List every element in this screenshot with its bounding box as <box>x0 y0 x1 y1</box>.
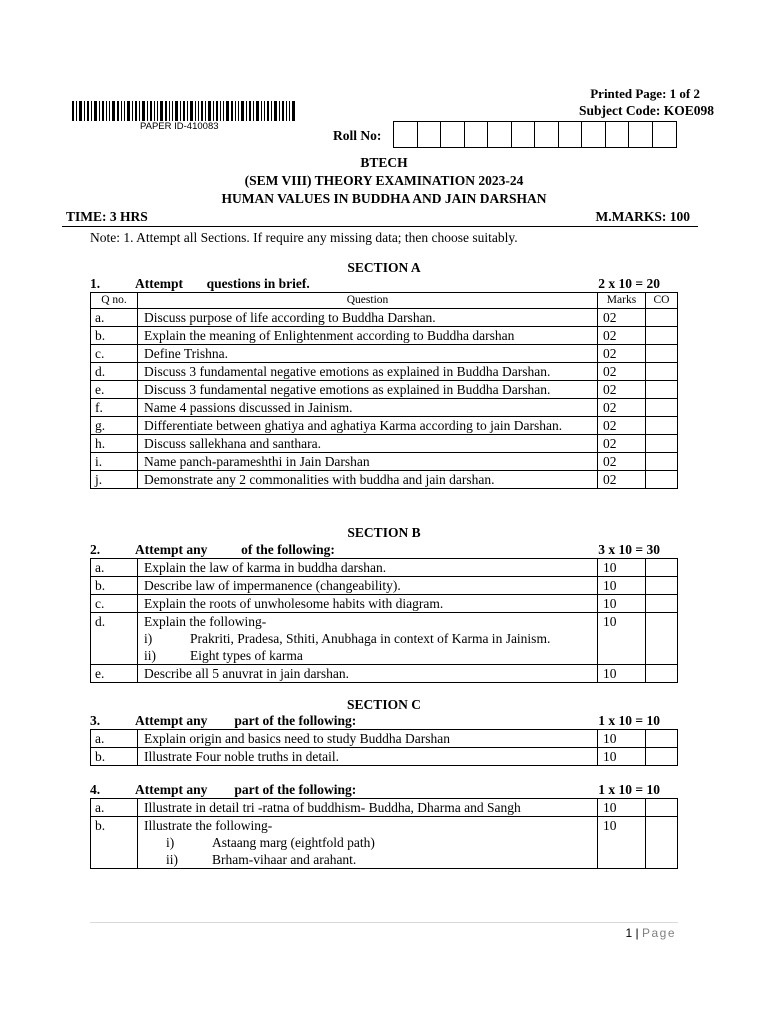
question-number: 4. <box>90 782 101 797</box>
question-text: Explain the following- <box>144 614 267 629</box>
question-row <box>91 363 678 381</box>
question-marks: 02 <box>598 309 646 327</box>
question-row <box>91 613 678 665</box>
header-question: Question <box>138 293 598 309</box>
question-text: Discuss sallekhana and santhara. <box>144 436 321 451</box>
question-text: Illustrate Four noble truths in detail. <box>144 749 339 764</box>
question-co <box>646 327 678 345</box>
question-cell <box>138 435 598 453</box>
question-co <box>646 453 678 471</box>
question-cell <box>138 327 598 345</box>
question-3-table <box>90 729 678 766</box>
question-instruction: Attempt questions in brief. <box>135 276 310 291</box>
paper-id: PAPER ID-410083 <box>140 121 219 132</box>
question-co <box>646 665 678 683</box>
question-row <box>91 559 678 577</box>
roll-no-boxes[interactable] <box>393 121 677 148</box>
sub-question-numeral: ii) <box>166 852 178 867</box>
question-cell <box>138 381 598 399</box>
question-marks: 10 <box>598 799 646 817</box>
question-cell <box>138 665 598 683</box>
question-text: Explain the meaning of Enlightenment according to Buddha darshan <box>144 328 515 343</box>
question-row <box>91 748 678 766</box>
question-co <box>646 435 678 453</box>
question-cell <box>138 345 598 363</box>
page-separator: | <box>632 926 642 940</box>
question-id: a. <box>91 309 138 327</box>
question-marks: 10 <box>598 730 646 748</box>
question-co <box>646 399 678 417</box>
sub-question <box>144 647 591 664</box>
question-id: a. <box>91 730 138 748</box>
question-id: d. <box>91 363 138 381</box>
question-row <box>91 817 678 869</box>
question-text: Discuss 3 fundamental negative emotions as explained in Buddha Darshan. <box>144 382 551 397</box>
sub-question <box>144 834 591 851</box>
question-text: Name panch-parameshthi in Jain Darshan <box>144 454 370 469</box>
question-id: a. <box>91 799 138 817</box>
section-c-title: SECTION C <box>347 697 421 712</box>
question-score: 1 x 10 = 10 <box>598 713 660 728</box>
question-text: Illustrate the following- <box>144 818 273 833</box>
question-co <box>646 309 678 327</box>
question-cell <box>138 577 598 595</box>
question-marks: 02 <box>598 327 646 345</box>
question-4-table <box>90 798 678 869</box>
question-row <box>91 453 678 471</box>
question-instruction: Attempt any part of the following: <box>135 782 357 797</box>
question-row <box>91 399 678 417</box>
roll-no-digit-box[interactable] <box>582 122 606 147</box>
question-cell <box>138 399 598 417</box>
question-marks: 02 <box>598 453 646 471</box>
time-label: TIME: 3 HRS <box>66 209 148 224</box>
question-cell <box>138 453 598 471</box>
question-row <box>91 471 678 489</box>
question-marks: 10 <box>598 595 646 613</box>
question-cell <box>138 595 598 613</box>
question-cell <box>138 559 598 577</box>
question-row <box>91 595 678 613</box>
question-score: 3 x 10 = 30 <box>598 542 660 557</box>
question-marks: 10 <box>598 559 646 577</box>
question-cell <box>138 613 598 665</box>
question-row <box>91 435 678 453</box>
question-cell <box>138 730 598 748</box>
roll-no-digit-box[interactable] <box>535 122 559 147</box>
question-marks: 10 <box>598 577 646 595</box>
question-marks: 10 <box>598 817 646 869</box>
question-cell <box>138 363 598 381</box>
question-co <box>646 381 678 399</box>
question-marks: 10 <box>598 748 646 766</box>
question-cell <box>138 309 598 327</box>
question-marks: 02 <box>598 363 646 381</box>
question-cell <box>138 748 598 766</box>
question-cell <box>138 471 598 489</box>
roll-no-digit-box[interactable] <box>653 122 677 147</box>
section-a-title: SECTION A <box>347 260 421 275</box>
question-id: e. <box>91 665 138 683</box>
question-text: Define Trishna. <box>144 346 228 361</box>
max-marks-label: M.MARKS: 100 <box>595 209 690 224</box>
question-id: d. <box>91 613 138 665</box>
roll-no-digit-box[interactable] <box>441 122 465 147</box>
sub-question <box>144 851 591 868</box>
barcode-image <box>72 101 297 121</box>
question-cell <box>138 417 598 435</box>
roll-no-digit-box[interactable] <box>606 122 630 147</box>
header-divider <box>62 226 698 227</box>
question-row <box>91 577 678 595</box>
question-co <box>646 417 678 435</box>
question-id: b. <box>91 817 138 869</box>
question-co <box>646 817 678 869</box>
question-co <box>646 345 678 363</box>
question-text: Name 4 passions discussed in Jainism. <box>144 400 353 415</box>
subject-title: HUMAN VALUES IN BUDDHA AND JAIN DARSHAN <box>221 191 547 206</box>
section-a-table <box>90 292 678 489</box>
question-row <box>91 381 678 399</box>
sub-question-text: Brham-vihaar and arahant. <box>212 852 357 867</box>
question-marks: 10 <box>598 665 646 683</box>
question-score: 2 x 10 = 20 <box>598 276 660 291</box>
question-marks: 02 <box>598 435 646 453</box>
question-marks: 02 <box>598 471 646 489</box>
question-score: 1 x 10 = 10 <box>598 782 660 797</box>
sub-question-text: Astaang marg (eightfold path) <box>212 835 375 850</box>
question-marks: 02 <box>598 381 646 399</box>
note-text: Note: 1. Attempt all Sections. If require any missing data; then choose suitably. <box>90 230 518 245</box>
header-marks: Marks <box>598 293 646 309</box>
question-id: b. <box>91 748 138 766</box>
question-id: e. <box>91 381 138 399</box>
question-co <box>646 471 678 489</box>
question-marks: 02 <box>598 417 646 435</box>
question-id: g. <box>91 417 138 435</box>
section-b-title: SECTION B <box>347 525 421 540</box>
header-co: CO <box>646 293 678 309</box>
question-number: 1. <box>90 276 101 291</box>
question-co <box>646 613 678 665</box>
question-marks: 10 <box>598 613 646 665</box>
roll-no-digit-box[interactable] <box>418 122 442 147</box>
sub-question-numeral: i) <box>166 835 175 850</box>
question-cell <box>138 799 598 817</box>
question-text: Demonstrate any 2 commonalities with buddha and jain darshan. <box>144 472 495 487</box>
roll-no-digit-box[interactable] <box>559 122 583 147</box>
page-label: Page <box>641 926 676 940</box>
sub-question-text: Eight types of karma <box>190 648 303 663</box>
page-footer <box>625 926 676 940</box>
sub-question <box>144 630 591 647</box>
roll-no-digit-box[interactable] <box>512 122 536 147</box>
roll-no-digit-box[interactable] <box>488 122 512 147</box>
question-text: Explain origin and basics need to study Buddha Darshan <box>144 731 450 746</box>
question-text: Describe all 5 anuvrat in jain darshan. <box>144 666 350 681</box>
question-text: Describe law of impermanence (changeability). <box>144 578 401 593</box>
programme-title: BTECH <box>360 155 408 170</box>
roll-no-digit-box[interactable] <box>394 122 418 147</box>
question-text: Discuss 3 fundamental negative emotions as explained in Buddha Darshan. <box>144 364 551 379</box>
question-row <box>91 327 678 345</box>
sub-question-text: Prakriti, Pradesa, Sthiti, Anubhaga in context of Karma in Jainism. <box>190 631 551 646</box>
question-id: b. <box>91 327 138 345</box>
question-instruction: Attempt any of the following: <box>135 542 335 557</box>
question-id: c. <box>91 595 138 613</box>
question-id: f. <box>91 399 138 417</box>
section-b-table <box>90 558 678 683</box>
question-id: h. <box>91 435 138 453</box>
question-co <box>646 748 678 766</box>
roll-no-digit-box[interactable] <box>465 122 489 147</box>
question-row <box>91 309 678 327</box>
question-id: j. <box>91 471 138 489</box>
printed-page: Printed Page: 1 of 2 <box>590 86 700 101</box>
question-instruction: Attempt any part of the following: <box>135 713 357 728</box>
question-row <box>91 665 678 683</box>
roll-no-label: Roll No: <box>333 128 382 143</box>
question-row <box>91 799 678 817</box>
question-text: Explain the law of karma in buddha darshan. <box>144 560 387 575</box>
page-number: 1 <box>625 926 633 940</box>
question-marks: 02 <box>598 399 646 417</box>
question-number: 2. <box>90 542 101 557</box>
header-qno: Q no. <box>91 293 138 309</box>
roll-no-digit-box[interactable] <box>629 122 653 147</box>
question-id: a. <box>91 559 138 577</box>
question-text: Differentiate between ghatiya and aghatiya Karma according to jain Darshan. <box>144 418 563 433</box>
question-row <box>91 730 678 748</box>
question-co <box>646 799 678 817</box>
exam-title: (SEM VIII) THEORY EXAMINATION 2023-24 <box>244 173 524 188</box>
question-text: Discuss purpose of life according to Buddha Darshan. <box>144 310 436 325</box>
question-number: 3. <box>90 713 101 728</box>
sub-question-numeral: i) <box>144 631 153 646</box>
question-marks: 02 <box>598 345 646 363</box>
question-co <box>646 559 678 577</box>
question-id: i. <box>91 453 138 471</box>
question-text: Explain the roots of unwholesome habits with diagram. <box>144 596 444 611</box>
question-id: b. <box>91 577 138 595</box>
question-row <box>91 345 678 363</box>
question-co <box>646 595 678 613</box>
table-header-row <box>91 293 678 309</box>
question-co <box>646 730 678 748</box>
question-co <box>646 577 678 595</box>
sub-question-numeral: ii) <box>144 648 156 663</box>
question-text: Illustrate in detail tri -ratna of buddhism- Buddha, Dharma and Sangh <box>144 800 521 815</box>
footer-divider <box>90 922 678 923</box>
question-id: c. <box>91 345 138 363</box>
question-row <box>91 417 678 435</box>
question-cell <box>138 817 598 869</box>
question-co <box>646 363 678 381</box>
subject-code: Subject Code: KOE098 <box>579 103 714 118</box>
